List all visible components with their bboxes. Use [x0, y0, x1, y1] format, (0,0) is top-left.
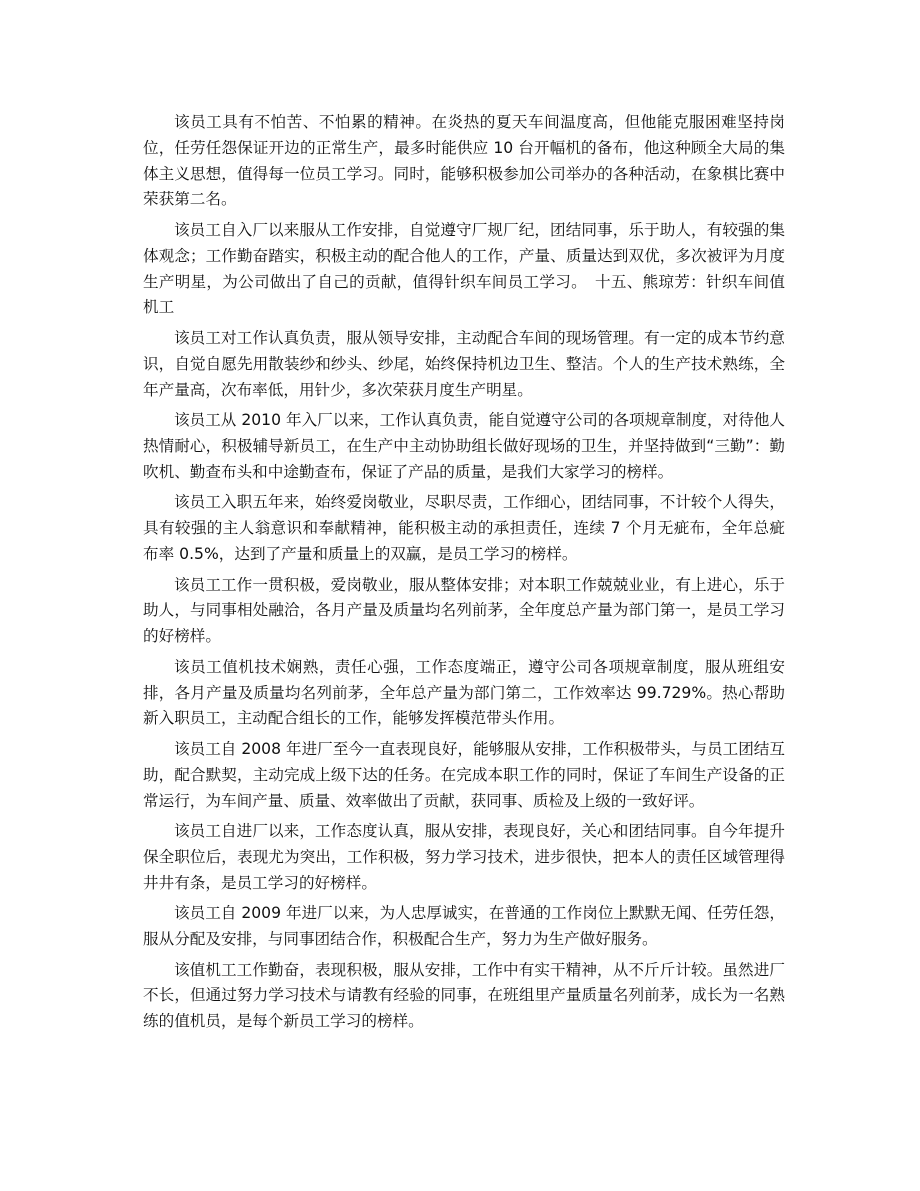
paragraph-6: 该员工工作一贯积极，爱岗敬业，服从整体安排；对本职工作兢兢业业，有上进心，乐于助人，与同事相处融洽，各月产量及质量均名列前茅，全年度总产量为部门第一，是员工学习的好榜样。 [143, 575, 785, 646]
paragraph-2: 该员工自入厂以来服从工作安排，自觉遵守厂规厂纪，团结同事，乐于助人，有较强的集体观念；工作勤奋踏实，积极主动的配合他人的工作，产量、质量达到双优，多次被评为月度生产明星，为公司做出了自己的贡献，值得针织车间员工学习。 十五、熊琼芳：针织车间值机工 [143, 220, 785, 317]
paragraph-1: 该员工具有不怕苦、不怕累的精神。在炎热的夏天车间温度高，但他能克服困难坚持岗位，任劳任怨保证开边的正常生产，最多时能供应 10 台开幅机的备布，他这种顾全大局的集体主义思想，值得每一位员工学习。同时，能够积极参加公司举办的各种活动，在象棋比赛中荣获第二名。 [143, 113, 785, 209]
paragraph-8: 该员工自 2008 年进厂至今一直表现良好，能够服从安排，工作积极带头，与员工团结互助，配合默契，主动完成上级下达的任务。在完成本职工作的同时，保证了车间生产设备的正常运行，为车间产量、质量、效率做出了贡献，获同事、质检及上级的一致好评。 [143, 739, 785, 810]
paragraph-5: 该员工入职五年来，始终爱岗敬业，尽职尽责，工作细心，团结同事，不计较个人得失，具有较强的主人翁意识和奉献精神，能积极主动的承担责任，连续 7 个月无疵布，全年总疵布率 0.5%，达到了产量和质量上的双赢，是员工学习的榜样。 [143, 493, 785, 563]
document-body [143, 110, 785, 1035]
paragraph-11: 该值机工工作勤奋，表现积极，服从安排，工作中有实干精神，从不斤斤计较。虽然进厂不长，但通过努力学习技术与请教有经验的同事，在班组里产量质量名列前茅，成长为一名熟练的值机员，是每个新员工学习的榜样。 [143, 960, 785, 1031]
paragraph-7: 该员工值机技术娴熟，责任心强，工作态度端正，遵守公司各项规章制度，服从班组安排，各月产量及质量均名列前茅，全年总产量为部门第二，工作效率达 99.729%。热心帮助新入职员工，主动配合组长的工作，能够发挥模范带头作用。 [143, 657, 785, 728]
paragraph-9: 该员工自进厂以来，工作态度认真，服从安排，表现良好，关心和团结同事。自今年提升保全职位后，表现尤为突出，工作积极，努力学习技术，进步很快，把本人的责任区域管理得井井有条，是员工学习的好榜样。 [143, 822, 785, 892]
paragraph-10: 该员工自 2009 年进厂以来，为人忠厚诚实，在普通的工作岗位上默默无闻、任劳任怨，服从分配及安排，与同事团结合作，积极配合生产，努力为生产做好服务。 [143, 904, 785, 949]
paragraph-4: 该员工从 2010 年入厂以来，工作认真负责，能自觉遵守公司的各项规章制度，对待他人热情耐心，积极辅导新员工，在生产中主动协助组长做好现场的卫生，并坚持做到“三勤”：勤吹机、勤查布头和中途勤查布，保证了产品的质量，是我们大家学习的榜样。 [143, 411, 785, 481]
paragraph-3: 该员工对工作认真负责，服从领导安排，主动配合车间的现场管理。有一定的成本节约意识，自觉自愿先用散装纱和纱头、纱尾，始终保持机边卫生、整洁。个人的生产技术熟练，全年产量高，次布率低，用针少，多次荣获月度生产明星。 [143, 328, 785, 399]
